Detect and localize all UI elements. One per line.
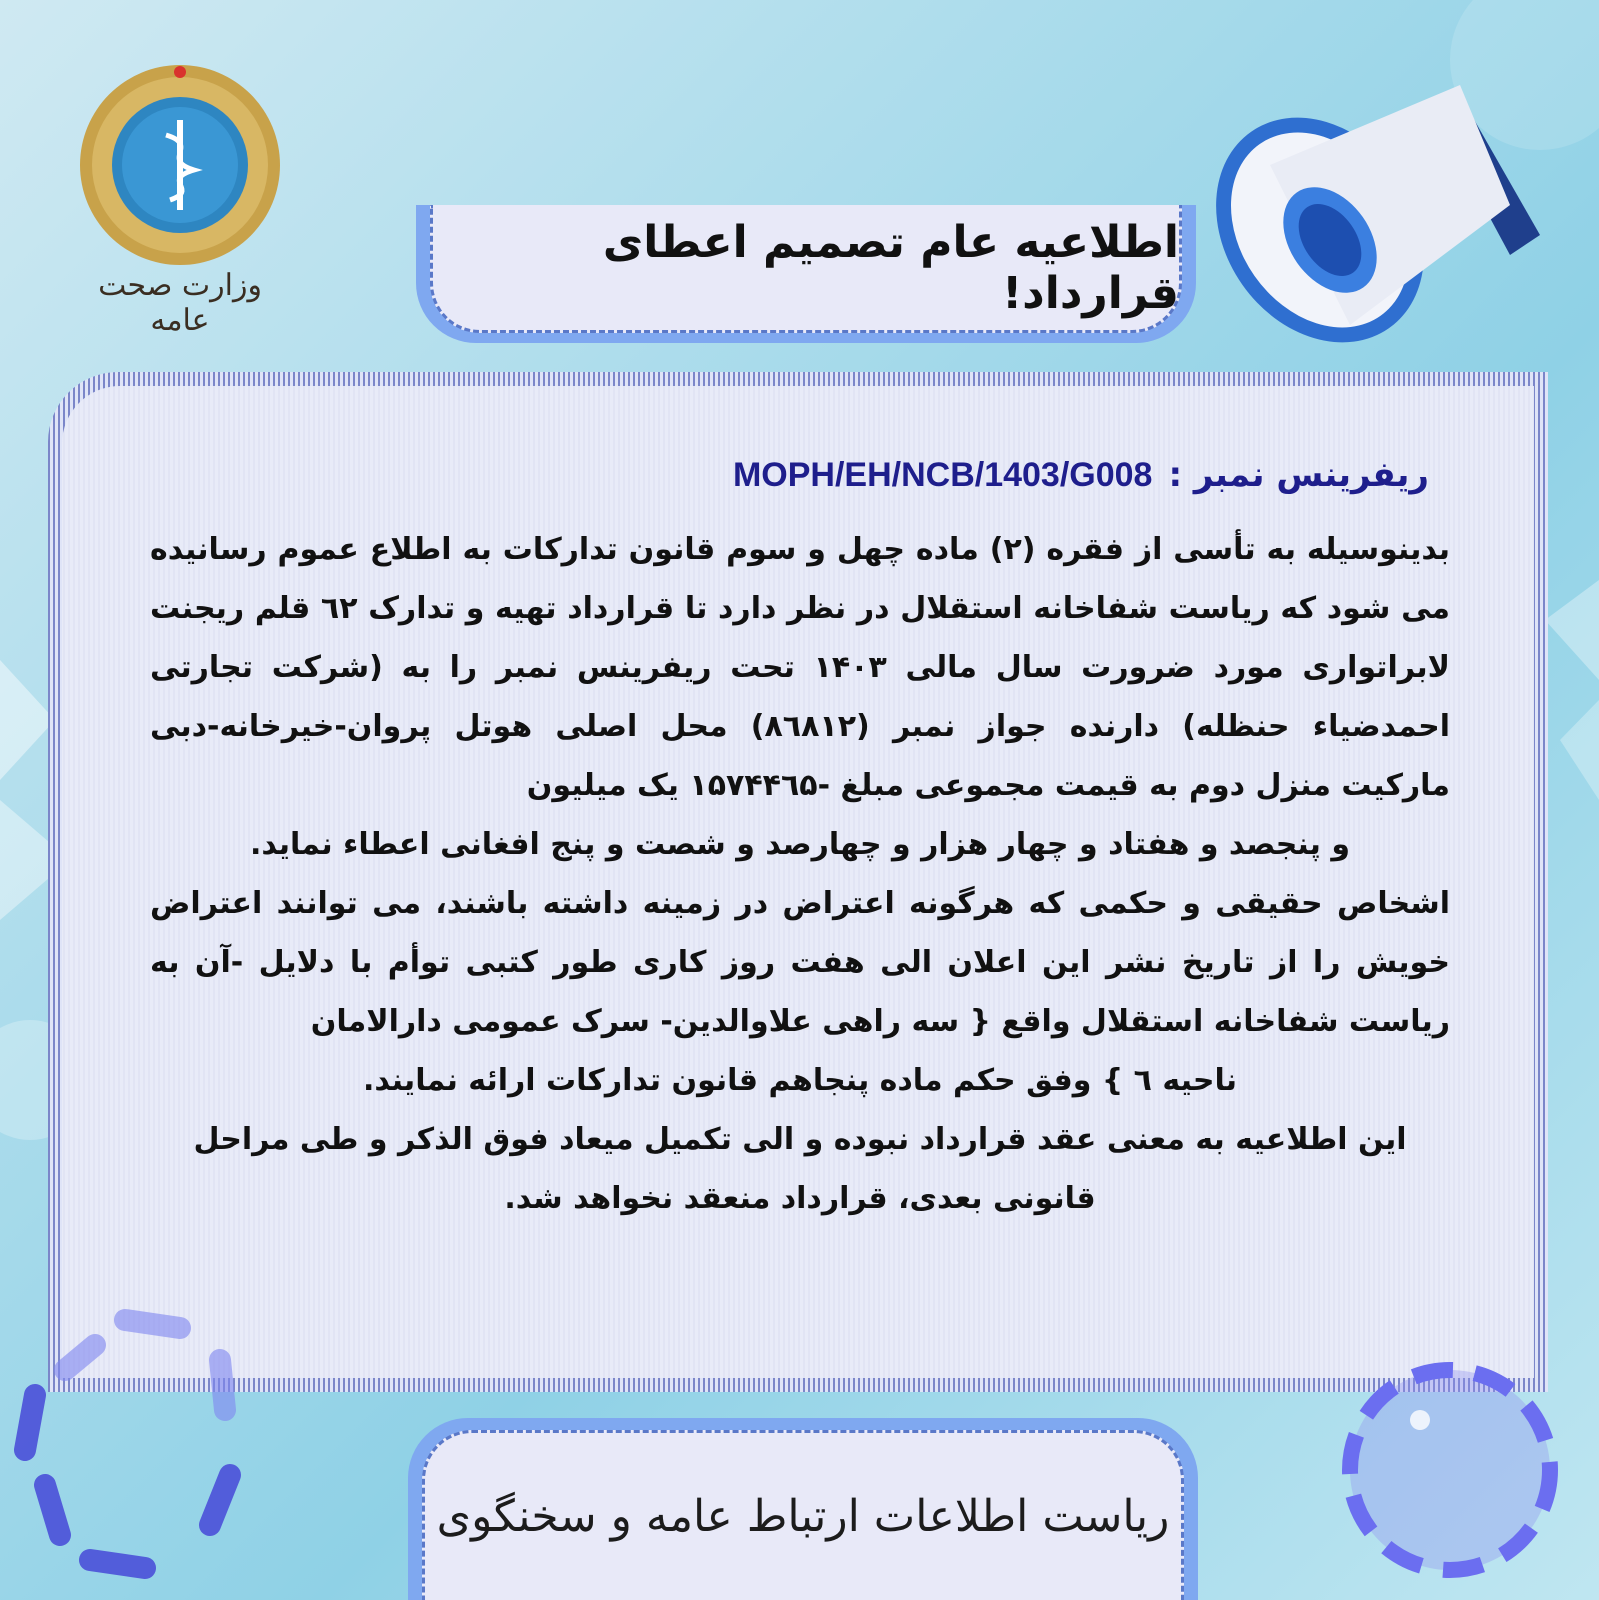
reference-label: ریفرینس نمبر : — [1168, 455, 1429, 495]
footer-banner-inner — [422, 1430, 1184, 1600]
megaphone-icon — [1210, 55, 1580, 365]
paragraph-1-end: و پنجصد و هفتاد و چهار هزار و چهارصد و شصت و پنج افغانی اعطاء نماید. — [249, 827, 1351, 862]
footer-banner — [408, 1418, 1198, 1600]
corner-bracket-decoration — [5, 1300, 265, 1580]
dashed-circle-decoration — [1340, 1360, 1560, 1580]
title-banner — [416, 205, 1196, 343]
title-banner-inner — [430, 205, 1182, 333]
department-name: ریاست اطلاعات ارتباط عامه و سخنگوی — [436, 1491, 1170, 1542]
paragraph-3-end: قانونی بعدی، قرارداد منعقد نخواهد شد. — [504, 1181, 1096, 1216]
page-title: اطلاعیه عام تصمیم اعطای قرارداد! — [602, 216, 1179, 319]
notice-body — [150, 520, 1450, 1228]
paragraph-3: این اطلاعیه به معنی عقد قرارداد نبوده و الی تکمیل میعاد فوق الذکر و طی مراحل — [193, 1122, 1407, 1157]
reference-line — [733, 455, 1429, 495]
ministry-name-calligraphy: وزارت صحت عامه — [98, 268, 262, 338]
reference-number: MOPH/EH/NCB/1403/G008 — [732, 456, 1153, 494]
paragraph-2-end: ناحیه ٦ } وفق حکم ماده پنجاهم قانون تدارکات ارائه نمایند. — [362, 1063, 1238, 1098]
paragraph-1: بدینوسیله به تأسی از فقره (۲) ماده چهل و سوم قانون تدارکات به اطلاع عموم رسانیده می شود که ریاست شفاخانه استقلال در نظر دارد تا قرارداد تهیه و تدارک ٦٢ قلم ریجنت لابراتواری مورد ضرورت سال مالی ۱۴۰۳ تحت ریفرینس نمبر را به (شرکت تجارتی احمدضیاء حنظله) دارنده جواز نمبر (۸٦۸۱۲) محل اصلی هوتل پروان-خیرخانه-دبی مارکیت منزل دوم به قیمت مجموعی مبلغ -۱۵۷۴۴٦۵ یک میلیون — [150, 532, 1450, 803]
paragraph-2: اشخاص حقیقی و حکمی که هرگونه اعتراض در زمینه داشته باشند، می توانند اعتراض خویش را از تاریخ نشر این اعلان الی هفت روز کاری طور کتبی توأم با دلایل -آن به ریاست شفاخانه استقلال واقع { سه راهی علاوالدین- سرک عمومی دارالامان — [150, 886, 1450, 1039]
